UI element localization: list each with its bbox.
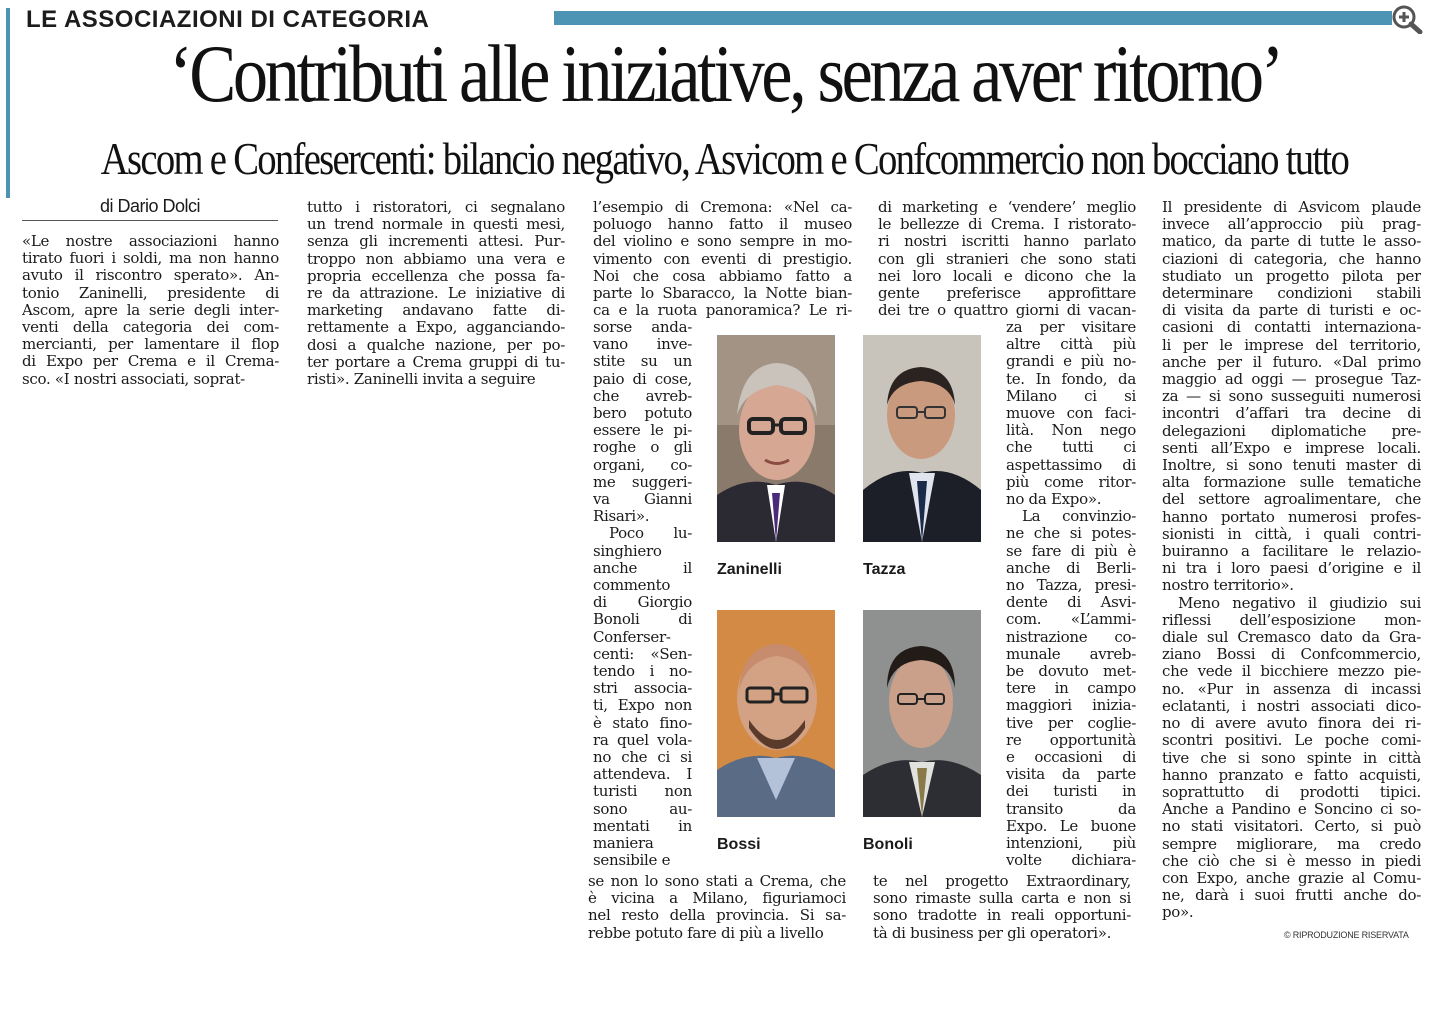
text-line: ca e la ruota panoramica? Le ri- bbox=[593, 302, 852, 320]
text-line: essere le pi- bbox=[593, 422, 692, 440]
text-line: tirato fuori i soldi, ma non hanno bbox=[22, 250, 279, 268]
text-line: avuto il riscontro sperato». An- bbox=[22, 267, 279, 285]
text-line: intenzioni, più bbox=[1006, 835, 1136, 853]
text-line: muove con faci- bbox=[1006, 405, 1136, 423]
text-line: no che ci si bbox=[593, 749, 692, 767]
text-line: soprattutto di prodotti tipici. bbox=[1162, 783, 1421, 801]
text-line: dei turisti in bbox=[1006, 783, 1136, 801]
text-line: scontri positivi. Le poche comi- bbox=[1162, 732, 1421, 750]
article-column-5 bbox=[1162, 199, 1421, 922]
text-line: se fare di più è bbox=[1006, 542, 1136, 560]
text-line: delegazioni diplomatiche pre- bbox=[1162, 422, 1421, 440]
caption-bonoli: Bonoli bbox=[863, 836, 913, 853]
text-line: maggio ad oggi — prosegue Taz- bbox=[1162, 371, 1421, 389]
text-line: Meno negativo il giudizio sui bbox=[1178, 594, 1421, 612]
article-column-3-narrow bbox=[593, 319, 692, 870]
photo-tazza bbox=[863, 335, 981, 542]
section-marker bbox=[6, 8, 10, 198]
text-line: rebbe potuto fare di più a livello bbox=[588, 924, 824, 942]
text-line: ter portare a Crema gruppi di tu- bbox=[307, 353, 565, 371]
text-line: maggiori inizia- bbox=[1006, 697, 1136, 715]
text-line: anche di Berli- bbox=[1006, 559, 1136, 577]
text-line: più come ritor- bbox=[1006, 473, 1136, 491]
article-column-4-bottom bbox=[873, 873, 1131, 942]
text-line: ni tra i loro paesi d’origine e il bbox=[1162, 560, 1421, 578]
text-line: ri nostri iscritti hanno parlato bbox=[878, 233, 1136, 251]
text-line: determinare condizioni stabili bbox=[1162, 285, 1421, 303]
text-line: nistrazione co- bbox=[1006, 628, 1136, 646]
text-line: turisti non bbox=[593, 783, 692, 801]
text-line: te. In fondo, da bbox=[1006, 370, 1136, 388]
text-line: no da Expo». bbox=[1006, 491, 1102, 509]
text-line: rettamente a Expo, agganciando- bbox=[307, 319, 565, 337]
text-line: di Giorgio bbox=[593, 594, 692, 612]
photo-zaninelli bbox=[717, 335, 835, 542]
text-line: hanno pranzato e fatto acquisti, bbox=[1162, 766, 1421, 784]
text-line: senza gli incrementi attesi. Pur- bbox=[307, 233, 565, 251]
text-line: aspettassimo di bbox=[1006, 456, 1136, 474]
text-line: un trend normale in questi mesi, bbox=[307, 216, 565, 234]
text-line: è vicina a Milano, figuriamoci bbox=[588, 890, 846, 908]
text-line: sco. «I nostri associati, soprat- bbox=[22, 370, 245, 388]
text-line: Ascom, apre la serie degli inter- bbox=[22, 301, 279, 319]
text-line: sono rimaste sulla carta e non si bbox=[873, 890, 1131, 908]
text-line: stite su un bbox=[593, 353, 692, 371]
text-line: sensibile e bbox=[593, 852, 671, 870]
subheadline: Ascom e Confesercenti: bilancio negativo, Asvicom e Confcommercio non bocciano tutto bbox=[100, 134, 1349, 184]
text-line: che ciò che si è messo in piedi bbox=[1162, 852, 1421, 870]
text-line: commento bbox=[593, 577, 671, 595]
text-line: po». bbox=[1162, 904, 1194, 922]
text-line: me suggeri- bbox=[593, 473, 692, 491]
text-line: è stato fino- bbox=[593, 714, 692, 732]
text-line: marketing andavano fatte di- bbox=[307, 302, 565, 320]
caption-tazza: Tazza bbox=[863, 561, 906, 578]
text-line: troppo non abbiamo una vera e bbox=[307, 250, 565, 268]
text-line: risti». Zaninelli invita a seguire bbox=[307, 371, 536, 389]
byline: di Dario Dolci bbox=[22, 196, 278, 221]
headline: ‘Contributi alle iniziative, senza aver ritorno’ bbox=[169, 28, 1281, 119]
text-line: za per visitare bbox=[1006, 319, 1136, 336]
text-line: anche per il futuro. «Dal primo bbox=[1162, 353, 1421, 371]
text-line: tutto i ristoratori, ci segnalano bbox=[307, 199, 565, 216]
text-line: se non lo sono stati a Crema, che bbox=[588, 873, 846, 890]
text-line: ra quel vola- bbox=[593, 731, 692, 749]
text-line: incontri d’affari tra decine di bbox=[1162, 405, 1421, 423]
text-line: maniera bbox=[593, 835, 654, 853]
photo-bonoli bbox=[863, 610, 981, 817]
text-line: ziano Bossi di Confcommercio, bbox=[1162, 646, 1421, 664]
text-line: transito da bbox=[1006, 800, 1136, 818]
text-line: riflessi dell’esposizione mon- bbox=[1162, 611, 1421, 629]
article-column-4-top bbox=[878, 199, 1136, 319]
text-line: mercianti, per lamentare il flop bbox=[22, 336, 279, 354]
text-line: e occasioni di bbox=[1006, 749, 1136, 767]
text-line: tendo i no- bbox=[593, 663, 692, 681]
text-line: Poco lu- bbox=[609, 525, 692, 543]
text-line: nostro territorio». bbox=[1162, 577, 1294, 595]
text-line: tà di business per gli operatori». bbox=[873, 924, 1112, 942]
text-line: con gli stranieri che sono stati bbox=[878, 250, 1136, 268]
text-line: venti della categoria dei com- bbox=[22, 319, 279, 337]
text-line: vano inve- bbox=[593, 336, 692, 354]
text-line: eclatanti, i nostri associati dico- bbox=[1162, 697, 1421, 715]
text-line: za — si sono susseguiti numerosi bbox=[1162, 388, 1421, 406]
text-line: ne, darà i suoi frutti anche do- bbox=[1162, 887, 1421, 905]
text-line: Bonoli di bbox=[593, 611, 692, 629]
text-line: gente preferisce approfittare bbox=[878, 285, 1136, 303]
article-column-4-narrow bbox=[1006, 319, 1136, 870]
text-line: sionisti in città, i quali contri- bbox=[1162, 525, 1421, 543]
text-line: nel resto della provincia. Si sa- bbox=[588, 907, 846, 925]
text-line: ti, Expo non bbox=[593, 697, 692, 715]
text-line: altre città più bbox=[1006, 336, 1136, 354]
text-line: sono tradotte in reali opportuni- bbox=[873, 907, 1131, 925]
text-line: lità. Non nego bbox=[1006, 422, 1136, 440]
article-column-2 bbox=[307, 199, 565, 388]
text-line: Anche a Pandino e Soncino ci so- bbox=[1162, 801, 1421, 819]
text-line: no Tazza, presi- bbox=[1006, 577, 1136, 595]
text-line: centi: «Sen- bbox=[593, 645, 692, 663]
text-line: volte dichiara- bbox=[1006, 852, 1136, 870]
text-line: sono au- bbox=[593, 800, 692, 818]
article-column-1 bbox=[22, 233, 279, 388]
text-line: mentati in bbox=[593, 817, 692, 835]
caption-zaninelli: Zaninelli bbox=[717, 561, 782, 578]
text-line: alta formazione sulle tematiche bbox=[1162, 474, 1421, 492]
text-line: Milano ci si bbox=[1006, 387, 1136, 405]
text-line: La convinzio- bbox=[1022, 508, 1136, 526]
copyright-notice: © RIPRODUZIONE RISERVATA bbox=[1284, 930, 1409, 940]
text-line: vimento con eventi di prestigio. bbox=[593, 250, 852, 268]
text-line: tonio Zaninelli, presidente di bbox=[22, 284, 279, 302]
text-line: del violino e sono sempre in mo- bbox=[593, 233, 852, 251]
text-line: che vede il bicchiere mezzo pie- bbox=[1162, 663, 1421, 681]
text-line: Il presidente di Asvicom plaude bbox=[1162, 199, 1421, 216]
text-line: va Gianni bbox=[593, 491, 692, 509]
text-line: dosi a qualche nazione, per po- bbox=[307, 336, 565, 354]
text-line: organi, co- bbox=[593, 456, 692, 474]
text-line: Expo. Le buone bbox=[1006, 817, 1136, 835]
text-line: studiato un progetto pilota per bbox=[1162, 267, 1421, 285]
text-line: diale sul Cremasco dato da Gra- bbox=[1162, 629, 1421, 647]
text-line: re opportunità bbox=[1006, 731, 1136, 749]
text-line: sorse anda- bbox=[593, 319, 692, 336]
magnifier-zoom-icon[interactable] bbox=[1390, 4, 1424, 34]
text-line: «Le nostre associazioni hanno bbox=[22, 233, 279, 250]
text-line: singhiero bbox=[593, 542, 662, 560]
kicker-bar bbox=[6, 6, 1392, 33]
text-line: le bellezze di Crema. I ristorato- bbox=[878, 216, 1136, 234]
text-line: matico, da parte di tutte le asso- bbox=[1162, 233, 1421, 251]
text-line: visita da parte bbox=[1006, 766, 1136, 784]
text-line: attendeva. I bbox=[593, 766, 692, 784]
text-line: senti all’Expo e imprese locali. bbox=[1162, 439, 1421, 457]
text-line: di Expo per Crema e il Crema- bbox=[22, 353, 279, 371]
photo-bossi bbox=[717, 610, 835, 817]
text-line: Risari». bbox=[593, 508, 650, 526]
text-line: paio di cose, bbox=[593, 370, 692, 388]
text-line: ciazioni di categoria, che hanno bbox=[1162, 250, 1421, 268]
text-line: ne che si potes- bbox=[1006, 525, 1136, 543]
text-line: parte lo Sbaracco, la Notte bian- bbox=[593, 285, 852, 303]
caption-bossi: Bossi bbox=[717, 836, 761, 853]
text-line: no di avere avuto finora dei ri- bbox=[1162, 715, 1421, 733]
section-kicker: LE ASSOCIAZIONI DI CATEGORIA bbox=[26, 6, 430, 33]
text-line: buiranno a facilitare le relazio- bbox=[1162, 543, 1421, 561]
text-line: no stati visitatori. Certo, si può bbox=[1162, 818, 1421, 836]
text-line: tive per coglie- bbox=[1006, 714, 1136, 732]
text-line: nei loro locali e dicono che la bbox=[878, 267, 1136, 285]
text-line: bero potuto bbox=[593, 405, 692, 423]
text-line: del settore agroalimentare, che bbox=[1162, 491, 1421, 509]
text-line: tive che si sono spinte in città bbox=[1162, 749, 1421, 767]
text-line: li per le imprese del territorio, bbox=[1162, 336, 1421, 354]
text-line: anche il bbox=[593, 559, 692, 577]
text-line: Conferser- bbox=[593, 628, 671, 646]
text-line: Inoltre, si sono tenuti master di bbox=[1162, 457, 1421, 475]
text-line: te nel progetto Extraordinary, bbox=[873, 873, 1131, 890]
text-line: grandi e più no- bbox=[1006, 353, 1136, 371]
text-line: con Expo, anche grazie al Comu- bbox=[1162, 869, 1421, 887]
text-line: tere in campo bbox=[1006, 680, 1136, 698]
text-line: roghe o gli bbox=[593, 439, 692, 457]
text-line: di visita da parte di turisti e oc- bbox=[1162, 302, 1421, 320]
text-line: l’esempio di Cremona: «Nel ca- bbox=[593, 199, 852, 216]
kicker-rule bbox=[554, 11, 1392, 25]
text-line: invece all’approccio più prag- bbox=[1162, 216, 1421, 234]
text-line: munale avreb- bbox=[1006, 645, 1136, 663]
text-line: che avreb- bbox=[593, 387, 692, 405]
text-line: be dovuto met- bbox=[1006, 663, 1136, 681]
text-line: dente di Asvi- bbox=[1006, 594, 1136, 612]
text-line: casioni di contatti internaziona- bbox=[1162, 319, 1421, 337]
text-line: stri associa- bbox=[593, 680, 692, 698]
text-line: che tutti ci bbox=[1006, 439, 1136, 457]
article-column-3-top bbox=[593, 199, 852, 319]
article-column-3-bottom bbox=[588, 873, 846, 942]
text-line: sempre migliorare, ma credo bbox=[1162, 835, 1421, 853]
text-line: poluogo hanno fatto il museo bbox=[593, 216, 852, 234]
text-line: Noi che cosa abbiamo fatto a bbox=[593, 267, 852, 285]
text-line: re da attrazione. Le iniziative di bbox=[307, 285, 565, 303]
text-line: dei tre o quattro giorni di vacan- bbox=[878, 302, 1136, 320]
text-line: propria eccellenza che possa fa- bbox=[307, 267, 565, 285]
text-line: no. «Pur in assenza di incassi bbox=[1162, 680, 1421, 698]
text-line: di marketing e ‘vendere’ meglio bbox=[878, 199, 1136, 216]
text-line: hanno portato numerosi profes- bbox=[1162, 508, 1421, 526]
text-line: com. «L’ammi- bbox=[1006, 611, 1136, 629]
